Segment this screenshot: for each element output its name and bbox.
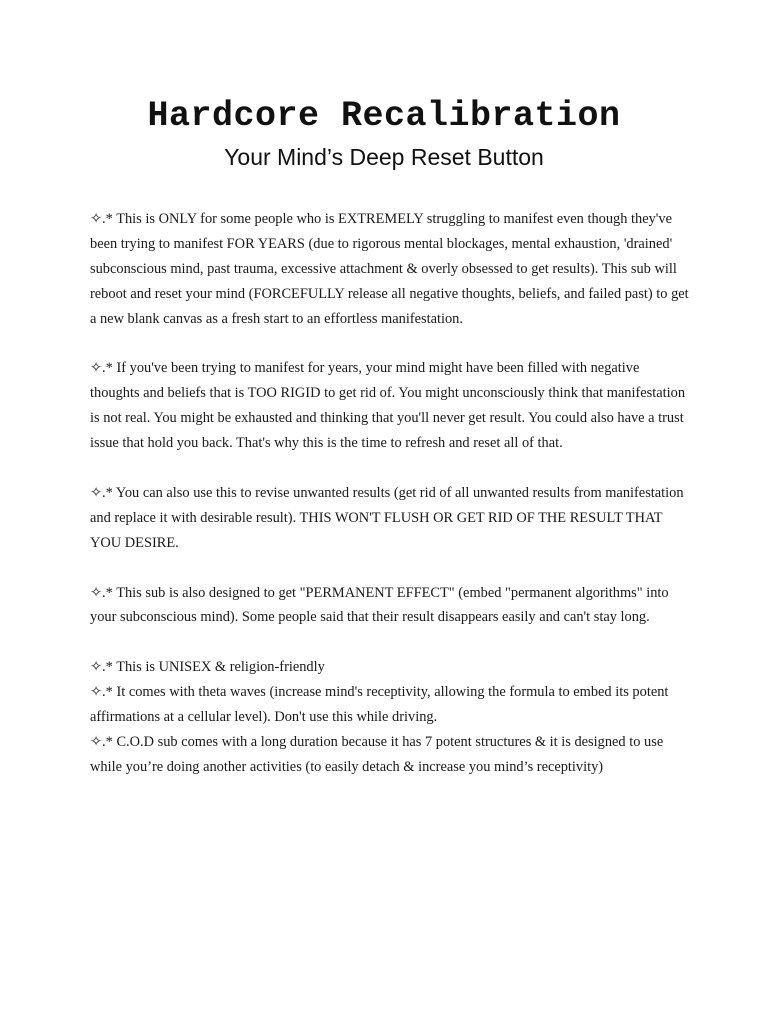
- paragraph-years: ✧.* If you've been trying to manifest for years, your mind might have been filled with negative thoughts and beliefs that is TOO RIGID to get rid of. You might unconsciously think that manifestation is not real. You might be exhausted and thinking that you'll never get result. You could also have a trust issue that hold you back. That's why this is the time to refresh and reset all of that.: [90, 360, 686, 452]
- list-item-theta: ✧.* It comes with theta waves (increase mind's receptivity, allowing the formula to embed its potent affirmations at a cellular level). Don't use this while driving.: [90, 684, 669, 726]
- paragraph-permanent: ✧.* This sub is also designed to get "PERMANENT EFFECT" (embed "permanent algorithms" into your subconscious mind). Some people said that their result disappears easily and can't stay long.: [90, 584, 669, 626]
- page-title: Hardcore Recalibration: [147, 96, 621, 136]
- list-item-unisex: ✧.* This is UNISEX & religion-friendly: [90, 659, 325, 676]
- list-item-duration: ✧.* C.O.D sub comes with a long duration because it has 7 potent structures & it is designed to use while you’re doing another activities (to easily detach & increase you mind’s receptivity): [90, 733, 664, 775]
- paragraph-revise: ✧.* You can also use this to revise unwanted results (get rid of all unwanted results from manifestation and replace it with desirable result). THIS WON'T FLUSH OR GET RID OF THE RESULT THAT YOU DESIRE.: [90, 484, 684, 551]
- document-body: [90, 207, 690, 780]
- page-subtitle: Your Mind’s Deep Reset Button: [224, 144, 544, 170]
- paragraph-intro: ✧.* This is ONLY for some people who is EXTREMELY struggling to manifest even though they've been trying to manifest FOR YEARS (due to rigorous mental blockages, mental exhaustion, 'drained' subconscious mind, past trauma, excessive attachment & overly obsessed to get results). This sub will reboot and reset your mind (FORCEFULLY release all negative thoughts, beliefs, and failed past) to get a new blank canvas as a fresh start to an effortless manifestation.: [90, 211, 689, 327]
- feature-list: [90, 655, 690, 780]
